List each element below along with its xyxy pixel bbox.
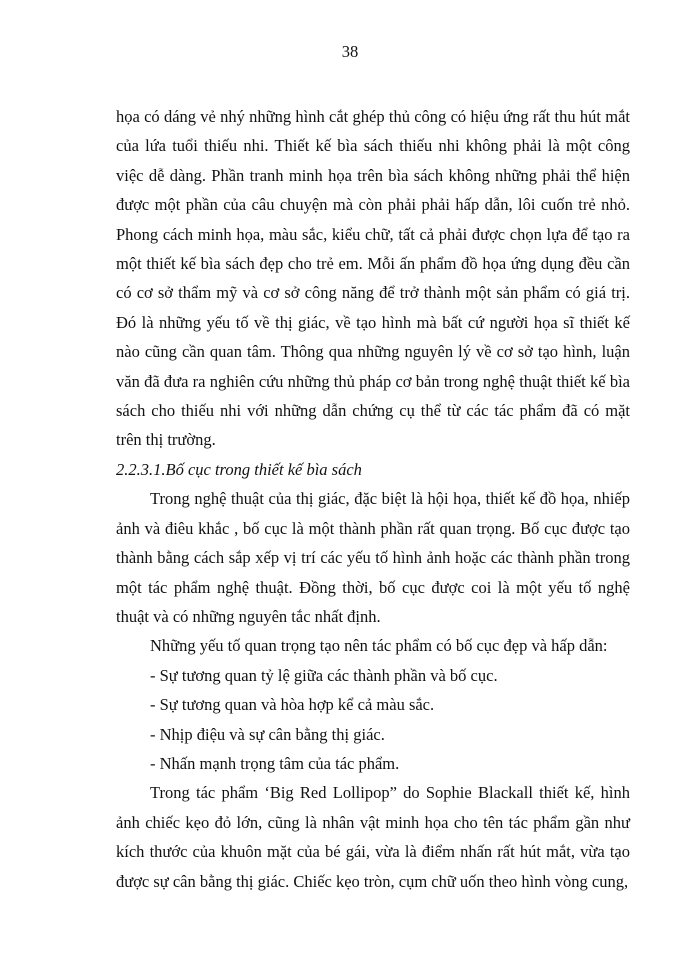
document-body (116, 102, 630, 896)
body-paragraph: Trong tác phẩm ‘Big Red Lollipop” do Sophie Blackall thiết kế, hình ảnh chiếc kẹo đỏ lớn, cũng là nhân vật minh họa cho tên tác phẩm gần như kích thước của khuôn mặt của bé gái, vừa là điểm nhấn rất hút mắt, vừa tạo được sự cân bằng thị giác. Chiếc kẹo tròn, cụm chữ uốn theo hình vòng cung, (116, 783, 630, 891)
list-item: - Nhịp điệu và sự cân bằng thị giác. (150, 724, 385, 744)
body-paragraph: họa có dáng vẻ nhý những hình cắt ghép thủ công có hiệu ứng rất thu hút mắt của lứa tuổi thiếu nhi. Thiết kế bìa sách thiếu nhi không phải là một công việc dễ dàng. Phần tranh minh họa trên bìa sách không những phải thể hiện được một phần của câu chuyện mà còn phải phải hấp dẫn, lôi cuốn trẻ nhỏ. Phong cách minh họa, màu sắc, kiểu chữ, tất cả phải được chọn lựa để tạo ra một thiết kế bìa sách đẹp cho trẻ em. Mỗi ấn phẩm đồ họa ứng dụng đều cần có cơ sở thẩm mỹ và cơ sở công năng để trở thành một sản phẩm có giá trị. Đó là những yếu tố về thị giác, về tạo hình mà bất cứ người họa sĩ thiết kế nào cũng cần quan tâm. Thông qua những nguyên lý về cơ sở tạo hình, luận văn đã đưa ra nghiên cứu những thủ pháp cơ bản trong nghệ thuật thiết kế bìa sách cho thiếu nhi với những dẫn chứng cụ thể từ các tác phẩm đã có mặt trên thị trường. (116, 107, 630, 450)
body-paragraph: Trong nghệ thuật của thị giác, đặc biệt là hội họa, thiết kế đồ họa, nhiếp ảnh và điêu khắc , bố cục là một thành phần rất quan trọng. Bố cục được tạo thành bằng cách sắp xếp vị trí các yếu tố hình ảnh hoặc các thành phần trong một tác phẩm nghệ thuật. Đồng thời, bố cục được coi là một yếu tố nghệ thuật và có những nguyên tắc nhất định. (116, 489, 630, 626)
section-heading: 2.2.3.1.Bố cục trong thiết kế bìa sách (116, 459, 362, 479)
list-item: - Nhấn mạnh trọng tâm của tác phẩm. (150, 753, 400, 773)
body-paragraph: Những yếu tố quan trọng tạo nên tác phẩm có bố cục đẹp và hấp dẫn: (150, 636, 608, 656)
page-number: 38 (341, 42, 359, 61)
list-item: - Sự tương quan và hòa hợp kể cả màu sắc. (150, 695, 435, 715)
list-item: - Sự tương quan tỷ lệ giữa các thành phần và bố cục. (150, 665, 498, 685)
